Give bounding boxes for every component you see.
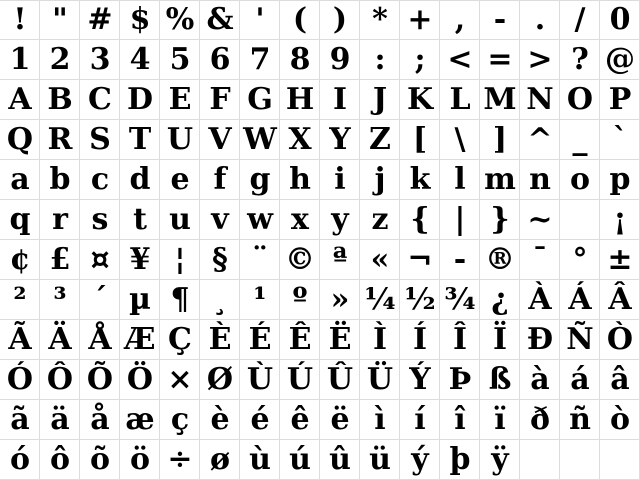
glyph-cell: þ [440, 440, 480, 480]
glyph-cell: S [80, 120, 120, 160]
glyph-cell: ° [560, 240, 600, 280]
glyph-cell: 9 [320, 40, 360, 80]
glyph-cell: ® [480, 240, 520, 280]
glyph-cell: º [280, 280, 320, 320]
glyph-cell: Ï [480, 320, 520, 360]
glyph-cell: Ù [240, 360, 280, 400]
glyph-cell: ¹ [240, 280, 280, 320]
glyph-cell: ¨ [240, 240, 280, 280]
glyph-cell: { [400, 200, 440, 240]
glyph-cell: µ [120, 280, 160, 320]
glyph-cell: U [160, 120, 200, 160]
glyph-cell: ¶ [160, 280, 200, 320]
glyph-cell: » [320, 280, 360, 320]
glyph-cell: Ú [280, 360, 320, 400]
glyph-cell: Ë [320, 320, 360, 360]
glyph-cell: ì [360, 400, 400, 440]
glyph-cell: y [320, 200, 360, 240]
glyph-cell: ô [40, 440, 80, 480]
glyph-cell: 1 [0, 40, 40, 80]
glyph-cell: " [40, 0, 80, 40]
glyph-cell: ¸ [200, 280, 240, 320]
glyph-cell: l [440, 160, 480, 200]
glyph-cell: 6 [200, 40, 240, 80]
glyph-cell: × [160, 360, 200, 400]
glyph-cell: Ö [120, 360, 160, 400]
glyph-cell: h [280, 160, 320, 200]
glyph-cell: ð [520, 400, 560, 440]
glyph-cell: , [440, 0, 480, 40]
glyph-cell: } [480, 200, 520, 240]
glyph-cell: £ [40, 240, 80, 280]
glyph-cell: ± [600, 240, 640, 280]
glyph-cell: ü [360, 440, 400, 480]
glyph-cell: 7 [240, 40, 280, 80]
glyph-cell: ÿ [480, 440, 520, 480]
glyph-cell: ² [0, 280, 40, 320]
glyph-cell: Ü [360, 360, 400, 400]
glyph-cell: ¡ [600, 200, 640, 240]
glyph-cell: F [200, 80, 240, 120]
glyph-cell: ½ [400, 280, 440, 320]
glyph-cell: û [320, 440, 360, 480]
glyph-cell: 0 [600, 0, 640, 40]
glyph-cell: À [520, 280, 560, 320]
glyph-cell: ñ [560, 400, 600, 440]
glyph-cell: Ê [280, 320, 320, 360]
glyph-cell: & [200, 0, 240, 40]
glyph-cell: L [440, 80, 480, 120]
glyph-cell: V [200, 120, 240, 160]
glyph-cell: R [40, 120, 80, 160]
glyph-cell: g [240, 160, 280, 200]
glyph-cell: v [200, 200, 240, 240]
glyph-cell: a [0, 160, 40, 200]
glyph-cell: G [240, 80, 280, 120]
glyph-cell: E [160, 80, 200, 120]
glyph-cell: ) [320, 0, 360, 40]
glyph-cell: Ý [400, 360, 440, 400]
glyph-cell: ý [400, 440, 440, 480]
glyph-cell: Á [560, 280, 600, 320]
glyph-cell: n [520, 160, 560, 200]
glyph-cell: ¼ [360, 280, 400, 320]
glyph-cell: x [280, 200, 320, 240]
glyph-cell: ç [160, 400, 200, 440]
glyph-cell: d [120, 160, 160, 200]
glyph-cell: à [520, 360, 560, 400]
glyph-cell: $ [120, 0, 160, 40]
glyph-cell: ] [480, 120, 520, 160]
glyph-cell: ¾ [440, 280, 480, 320]
glyph-cell: D [120, 80, 160, 120]
glyph-cell: ï [480, 400, 520, 440]
glyph-cell: \ [440, 120, 480, 160]
glyph-cell: æ [120, 400, 160, 440]
glyph-cell: é [240, 400, 280, 440]
glyph-cell: P [600, 80, 640, 120]
glyph-cell: H [280, 80, 320, 120]
glyph-cell: ù [240, 440, 280, 480]
glyph-cell: ` [600, 120, 640, 160]
glyph-cell: Ð [520, 320, 560, 360]
glyph-cell: Ç [160, 320, 200, 360]
glyph-cell: § [200, 240, 240, 280]
empty-cell [560, 440, 600, 480]
glyph-cell: O [560, 80, 600, 120]
glyph-cell: í [400, 400, 440, 440]
glyph-cell: | [440, 200, 480, 240]
glyph-cell: ¯ [520, 240, 560, 280]
glyph-cell: i [320, 160, 360, 200]
glyph-cell: 3 [80, 40, 120, 80]
glyph-cell: w [240, 200, 280, 240]
glyph-cell: W [240, 120, 280, 160]
glyph-cell: á [560, 360, 600, 400]
glyph-cell: ¤ [80, 240, 120, 280]
glyph-cell: Ø [200, 360, 240, 400]
glyph-cell: J [360, 80, 400, 120]
glyph-cell: Ó [0, 360, 40, 400]
glyph-cell: ø [200, 440, 240, 480]
glyph-cell: â [600, 360, 640, 400]
glyph-cell: N [520, 80, 560, 120]
glyph-cell: * [360, 0, 400, 40]
glyph-cell: _ [560, 120, 600, 160]
glyph-cell: j [360, 160, 400, 200]
glyph-cell: ! [0, 0, 40, 40]
glyph-cell: z [360, 200, 400, 240]
glyph-cell: > [520, 40, 560, 80]
glyph-cell: Q [0, 120, 40, 160]
glyph-cell: t [120, 200, 160, 240]
glyph-cell: ÷ [160, 440, 200, 480]
glyph-cell: å [80, 400, 120, 440]
glyph-cell: - [440, 240, 480, 280]
glyph-cell: B [40, 80, 80, 120]
empty-cell [600, 440, 640, 480]
glyph-cell: î [440, 400, 480, 440]
glyph-cell: Ô [40, 360, 80, 400]
glyph-cell: u [160, 200, 200, 240]
glyph-cell: ó [0, 440, 40, 480]
glyph-cell: c [80, 160, 120, 200]
glyph-cell: m [480, 160, 520, 200]
glyph-cell: f [200, 160, 240, 200]
glyph-cell: Í [400, 320, 440, 360]
glyph-cell: 2 [40, 40, 80, 80]
glyph-cell: õ [80, 440, 120, 480]
glyph-cell: Æ [120, 320, 160, 360]
glyph-cell: « [360, 240, 400, 280]
glyph-cell: # [80, 0, 120, 40]
glyph-cell: + [400, 0, 440, 40]
empty-cell [520, 440, 560, 480]
glyph-cell: Ò [600, 320, 640, 360]
glyph-cell: r [40, 200, 80, 240]
glyph-cell: ¬ [400, 240, 440, 280]
glyph-cell: % [160, 0, 200, 40]
glyph-cell: Õ [80, 360, 120, 400]
glyph-cell: 5 [160, 40, 200, 80]
glyph-cell: ~ [520, 200, 560, 240]
glyph-cell: < [440, 40, 480, 80]
glyph-cell: p [600, 160, 640, 200]
glyph-cell: ¿ [480, 280, 520, 320]
glyph-cell: M [480, 80, 520, 120]
glyph-cell: ã [0, 400, 40, 440]
glyph-cell: q [0, 200, 40, 240]
glyph-cell: 8 [280, 40, 320, 80]
glyph-cell: Ñ [560, 320, 600, 360]
glyph-cell: ' [240, 0, 280, 40]
glyph-cell: ª [320, 240, 360, 280]
glyph-cell: ö [120, 440, 160, 480]
glyph-cell: Ì [360, 320, 400, 360]
glyph-cell: . [520, 0, 560, 40]
glyph-cell: Å [80, 320, 120, 360]
glyph-cell: Y [320, 120, 360, 160]
glyph-cell: ú [280, 440, 320, 480]
glyph-cell: Ä [40, 320, 80, 360]
glyph-cell: C [80, 80, 120, 120]
empty-cell [560, 200, 600, 240]
glyph-cell: ´ [80, 280, 120, 320]
glyph-cell: Û [320, 360, 360, 400]
glyph-cell: ê [280, 400, 320, 440]
glyph-cell: I [320, 80, 360, 120]
glyph-cell: K [400, 80, 440, 120]
glyph-cell: e [160, 160, 200, 200]
glyph-cell: ¢ [0, 240, 40, 280]
glyph-cell: ä [40, 400, 80, 440]
glyph-cell: s [80, 200, 120, 240]
glyph-cell: © [280, 240, 320, 280]
glyph-cell: [ [400, 120, 440, 160]
glyph-cell: ë [320, 400, 360, 440]
glyph-cell: È [200, 320, 240, 360]
glyph-cell: o [560, 160, 600, 200]
glyph-cell: Þ [440, 360, 480, 400]
glyph-cell: ¥ [120, 240, 160, 280]
glyph-cell: Â [600, 280, 640, 320]
glyph-cell: ¦ [160, 240, 200, 280]
glyph-cell: É [240, 320, 280, 360]
glyph-cell: ò [600, 400, 640, 440]
glyph-cell: ? [560, 40, 600, 80]
glyph-cell: = [480, 40, 520, 80]
glyph-cell: k [400, 160, 440, 200]
glyph-cell: : [360, 40, 400, 80]
glyph-cell: Î [440, 320, 480, 360]
glyph-cell: - [480, 0, 520, 40]
glyph-cell: b [40, 160, 80, 200]
glyph-cell: @ [600, 40, 640, 80]
glyph-cell: ; [400, 40, 440, 80]
glyph-cell: A [0, 80, 40, 120]
glyph-cell: / [560, 0, 600, 40]
glyph-cell: 4 [120, 40, 160, 80]
glyph-cell: ^ [520, 120, 560, 160]
glyph-cell: ß [480, 360, 520, 400]
glyph-cell: è [200, 400, 240, 440]
glyph-cell: ( [280, 0, 320, 40]
glyph-cell: ³ [40, 280, 80, 320]
glyph-cell: Z [360, 120, 400, 160]
glyph-cell: X [280, 120, 320, 160]
glyph-cell: T [120, 120, 160, 160]
glyph-cell: Ã [0, 320, 40, 360]
